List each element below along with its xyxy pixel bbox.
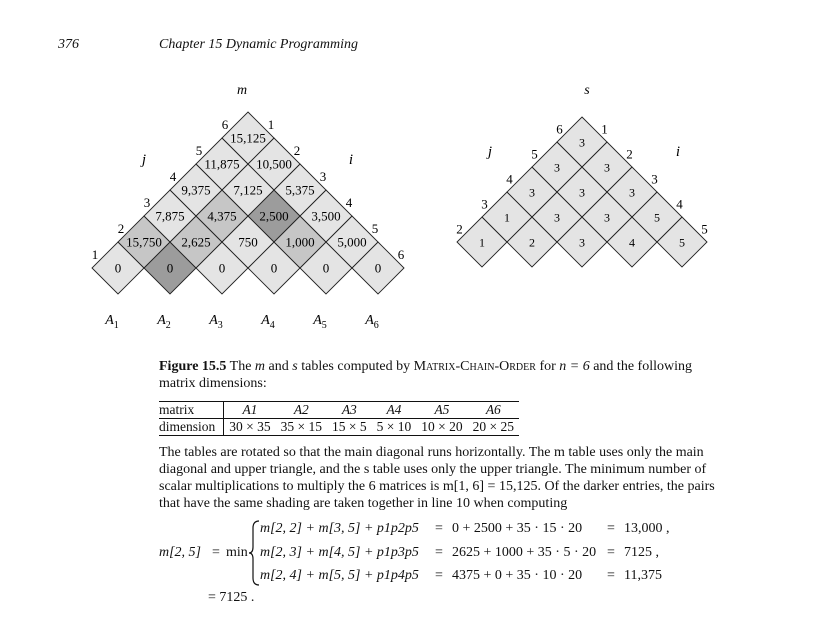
- s-table-i-label: 1: [601, 121, 608, 137]
- equation-final: = 7125 .: [208, 590, 255, 605]
- s-table-axis-i: i: [675, 144, 681, 160]
- equation-row-1-eq: =: [435, 521, 443, 536]
- row-label-dimension: dimension: [159, 419, 224, 436]
- s-table-cell-value: 3: [579, 135, 585, 150]
- s-table-j-label: 2: [456, 221, 463, 237]
- s-table-axis-j: j: [487, 144, 493, 160]
- equation-row-3-result: 11,375: [624, 568, 662, 583]
- m-table-title: m: [236, 83, 248, 98]
- equation-row-1-expr: m[2, 2] + m[3, 5] + p1p2p5: [260, 521, 419, 536]
- equation-row-3-expr: m[2, 4] + m[5, 5] + p1p4p5: [260, 568, 419, 583]
- dimension-cell: 5 × 10: [372, 419, 417, 436]
- equation-row-2-eq: =: [435, 545, 443, 560]
- matrix-label: $A_3$: [209, 313, 223, 331]
- dimension-cell: 10 × 20: [416, 419, 467, 436]
- s-table-cell-value: 3: [629, 185, 635, 200]
- s-table-i-label: 5: [701, 221, 708, 237]
- matrix-label: $A_5$: [313, 313, 327, 331]
- m-table-j-label: 6: [221, 117, 229, 132]
- m-table-i-label: 2: [293, 143, 301, 158]
- m-table-cell-value: 15,125: [230, 130, 266, 146]
- m-table-i-label: 4: [345, 195, 353, 210]
- m-table-j-label: 5: [195, 143, 203, 158]
- matrix-label: $A_1$: [105, 313, 119, 331]
- equation-row-3-calc: 4375 + 0 + 35 · 10 · 20: [452, 568, 583, 583]
- body-paragraph: The tables are rotated so that the main diagonal runs horizontally. The m table uses only the main diagonal and upper triangle, and the s table uses only the upper triangle. The minimum number of scalar multiplications to multiply the 6 matrices is m[1, 6] = 15,125. Of the darker entries, the pairs that have the same shading are taken together in line 10 when computing: [159, 445, 715, 511]
- caption-text-1: The: [229, 359, 252, 374]
- s-table-j-label: 5: [531, 146, 538, 162]
- m-table-cell-value: 9,375: [181, 182, 211, 198]
- m-table-j-label: 4: [169, 169, 177, 184]
- caption-text-3: tables computed by: [301, 359, 411, 374]
- m-table-cell-value: 0: [114, 260, 122, 276]
- m-table-axis-i: i: [348, 152, 354, 168]
- m-table: [80, 80, 430, 331]
- m-table-i-label: 6: [397, 247, 405, 262]
- equation-row-2-eq2: =: [607, 545, 615, 560]
- s-table-cell-value: 3: [579, 185, 585, 200]
- caption-text-2: and: [268, 359, 289, 374]
- matrix-header: A5: [416, 402, 467, 419]
- m-table-cell-value: 0: [322, 260, 330, 276]
- s-table-cell-value: 4: [629, 235, 635, 250]
- m-table-cell-value: 2,625: [181, 234, 211, 250]
- s-table-cell-value: 5: [679, 235, 685, 250]
- caption-var-s: s: [292, 359, 298, 374]
- caption-var-m: m: [254, 359, 266, 374]
- s-table-i-label: 3: [651, 171, 658, 187]
- m-table-cell-value: 0: [218, 260, 226, 276]
- table-row: [159, 402, 519, 419]
- matrix-header: A2: [276, 402, 327, 419]
- s-table-j-label: 4: [506, 171, 513, 187]
- matrix-label: $A_6$: [365, 313, 379, 331]
- equation-row-2-expr: m[2, 3] + m[4, 5] + p1p3p5: [260, 545, 419, 560]
- s-table-cell-value: 1: [504, 210, 510, 225]
- equation-row-3-eq: =: [435, 568, 443, 583]
- equation-row-1-result: 13,000 ,: [624, 521, 670, 536]
- m-table-j-label: 3: [143, 195, 151, 210]
- caption-algorithm: Matrix-Chain-Order: [413, 359, 536, 374]
- s-table-cell-value: 2: [529, 235, 535, 250]
- m-table-cell-value: 0: [270, 260, 278, 276]
- s-table-i-label: 2: [626, 146, 633, 162]
- matrix-label: $A_2$: [157, 313, 171, 331]
- row-label-matrix: matrix: [159, 402, 224, 419]
- m-table-cell-value: 3,500: [311, 208, 341, 224]
- caption-label: Figure 15.5: [159, 359, 227, 374]
- matrix-header: A4: [372, 402, 417, 419]
- equation-equals: =: [212, 545, 220, 560]
- s-table-i-label: 4: [676, 196, 683, 212]
- m-table-i-label: 1: [267, 117, 275, 132]
- s-table-cell-value: 1: [479, 235, 485, 250]
- m-table-cell-value: 15,750: [126, 234, 162, 250]
- dimension-cell: 30 × 35: [224, 419, 276, 436]
- equation-min: min: [226, 545, 248, 560]
- figure-caption: [159, 358, 729, 392]
- m-table-cell-value: 5,000: [337, 234, 367, 250]
- dimension-cell: 15 × 5: [327, 419, 372, 436]
- s-table-j-label: 3: [481, 196, 488, 212]
- equation-row-1-eq2: =: [607, 521, 615, 536]
- equation-row-2-result: 7125 ,: [624, 545, 659, 560]
- s-table-cell-value: 5: [654, 210, 660, 225]
- s-table-cell-value: 3: [529, 185, 535, 200]
- m-table-cell-value: 0: [166, 260, 174, 276]
- table-row: [159, 419, 519, 436]
- equation-row-2-calc: 2625 + 1000 + 35 · 5 · 20: [452, 545, 597, 560]
- m-table-cell-value: 2,500: [259, 208, 289, 224]
- m-table-j-label: 2: [117, 221, 125, 236]
- caption-condition: n = 6: [559, 359, 590, 374]
- caption-text-4: for: [539, 359, 556, 374]
- m-table-cell-value: 1,000: [285, 234, 315, 250]
- equation-row-1-calc: 0 + 2500 + 35 · 15 · 20: [452, 521, 583, 536]
- m-table-i-label: 3: [319, 169, 327, 184]
- s-table: [440, 80, 730, 290]
- s-table-cell-value: 3: [604, 210, 610, 225]
- page-number: 376: [58, 37, 79, 52]
- s-table-cell-value: 3: [604, 160, 610, 175]
- m-table-cell-value: 0: [374, 260, 382, 276]
- m-table-cell-value: 5,375: [285, 182, 315, 198]
- dimension-cell: 20 × 25: [468, 419, 519, 436]
- m-table-cell-value: 4,375: [207, 208, 237, 224]
- m-table-cell-value: 7,125: [233, 182, 263, 198]
- m-table-cell-value: 7,875: [155, 208, 185, 224]
- m-table-axis-j: j: [141, 152, 147, 168]
- m-table-j-label: 1: [91, 247, 99, 262]
- s-table-cell-value: 3: [579, 235, 585, 250]
- m-table-cell-value: 11,875: [204, 156, 240, 172]
- matrix-header: A6: [468, 402, 519, 419]
- s-table-j-label: 6: [556, 121, 563, 137]
- m-table-i-label: 5: [371, 221, 379, 236]
- matrix-label: $A_4$: [261, 313, 275, 331]
- s-table-cell-value: 3: [554, 160, 560, 175]
- equation-lhs: m[2, 5]: [159, 545, 202, 560]
- s-table-cell-value: 3: [554, 210, 560, 225]
- running-head: Chapter 15 Dynamic Programming: [159, 37, 358, 52]
- equation-row-3-eq2: =: [607, 568, 615, 583]
- m-table-cell-value: 10,500: [256, 156, 292, 172]
- m-table-cell-value: 750: [238, 234, 258, 250]
- matrix-header: A3: [327, 402, 372, 419]
- s-table-title: s: [584, 83, 590, 98]
- caption-text-5: and the following matrix dimensions:: [159, 359, 692, 391]
- matrix-header: A1: [224, 402, 276, 419]
- dimension-cell: 35 × 15: [276, 419, 327, 436]
- dimensions-table: [159, 401, 519, 436]
